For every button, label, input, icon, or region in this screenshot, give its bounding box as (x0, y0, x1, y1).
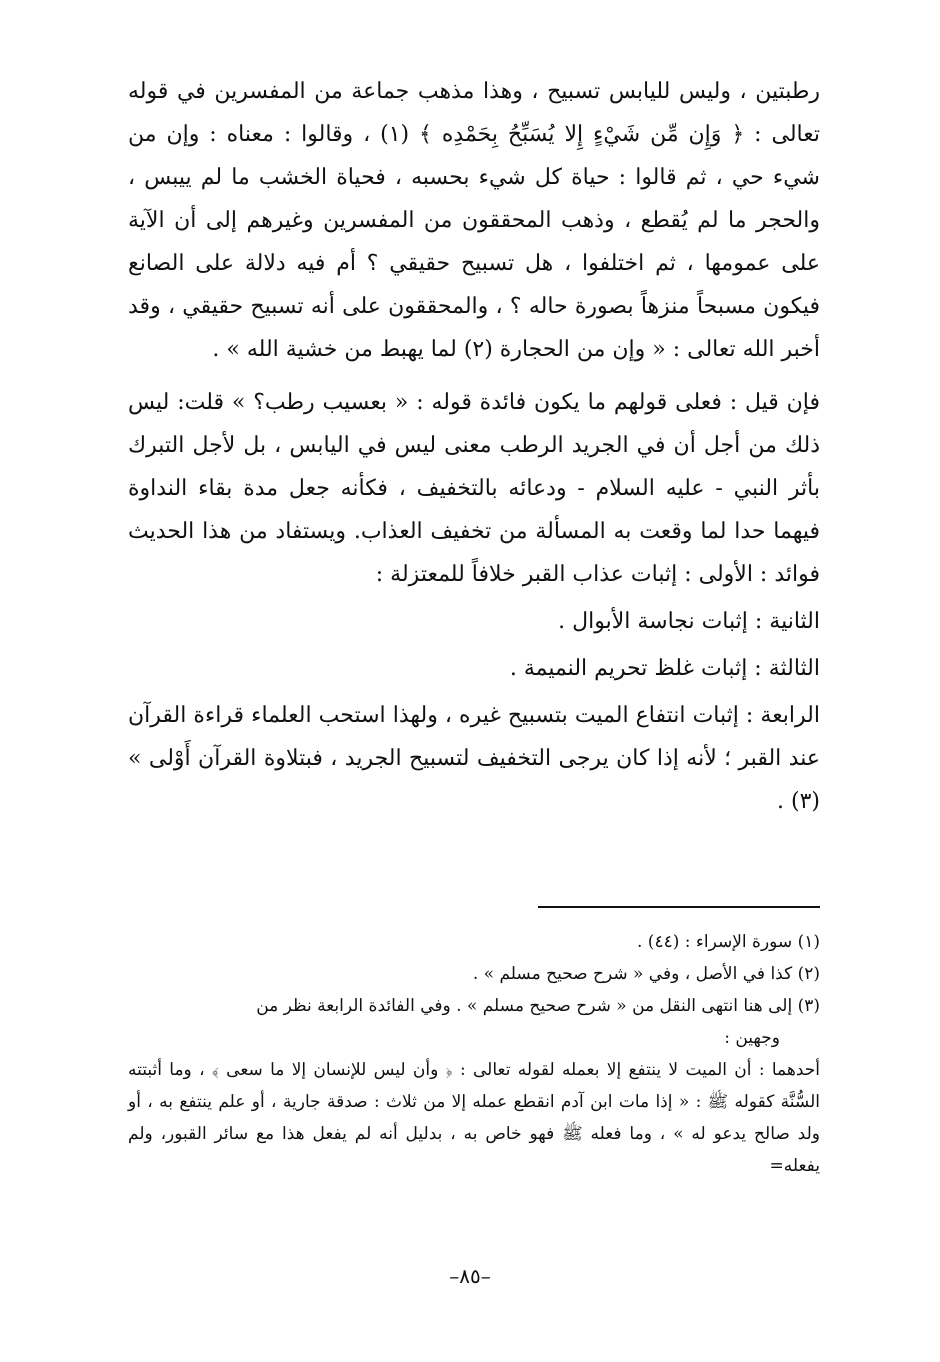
footnote-3 (128, 990, 820, 1054)
paragraph-2: فإن قيل : فعلى قولهم ما يكون فائدة قوله : « بعسيب رطب؟ » قلت: ليس ذلك من أجل أن في الجريد الرطب معنى ليس في اليابس ، بل لأجل التبرك بأثر النبي - عليه السلام - ودعائه بالتخفيف ، فكأنه جعل مدة بقاء النداوة فيهما حدا لما وقعت به المسألة من تخفيف العذاب. ويستفاد من هذا الحديث فوائد : الأولى : إثبات عذاب القبر خلافاً للمعتزلة : (128, 390, 820, 587)
footnote-3-body: أحدهما : أن الميت لا ينتفع إلا بعمله لقوله تعالى : ﴿ وأن ليس للإنسان إلا ما سعى ﴾ ، وما أثبتته السُّنَّة كقوله ﷺ : « إذا مات ابن آدم انقطع عمله إلا من ثلاث : صدقة جارية ، أو علم ينتفع به ، أو ولد صالح يدعو له » ، وما فعله ﷺ فهو خاص به ، بدليل أنه لم يفعل هذا مع سائر القبور، ولم يفعله= (128, 1060, 820, 1176)
footnote-1: (١) سورة الإسراء : (٤٤) . (636, 932, 820, 952)
footnotes (128, 926, 820, 1182)
footnote-3-line-1: (٣) إلى هنا انتهى النقل من « شرح صحيح مسلم » . وفي الفائدة الرابعة نظر من (256, 996, 820, 1016)
footnote-divider (538, 906, 820, 908)
main-text (128, 70, 820, 823)
paragraph-5: الرابعة : إثبات انتفاع الميت بتسبيح غيره ، ولهذا استحب العلماء قراءة القرآن عند القبر ؛ لأنه إذا كان يرجى التخفيف لتسبيح الجريد ، فبتلاوة القرآن أَوْلى » (٣) . (128, 703, 820, 814)
page-number: –٨٥– (449, 1264, 491, 1288)
paragraph-4: الثالثة : إثبات غلظ تحريم النميمة . (509, 656, 820, 681)
footnote-2: (٢) كذا في الأصل ، وفي « شرح صحيح مسلم » . (472, 964, 820, 984)
paragraph-1: رطبتين ، وليس لليابس تسبيح ، وهذا مذهب جماعة من المفسرين في قوله تعالى : ﴿ وَإِن مِّن شَيْءٍ إِلا يُسَبِّحُ بِحَمْدِه ﴾ (١) ، وقالوا : معناه : وإن من شيء حي ، ثم قالوا : حياة كل شيء بحسبه ، فحياة الخشب ما لم ييبس ، والحجر ما لم يُقطع ، وذهب المحققون من المفسرين وغيرهم إلى أن الآية على عمومها ، ثم اختلفوا ، هل تسبيح حقيقي ؟ أم فيه دلالة على الصانع فيكون مسبحاً منزهاً بصورة حاله ؟ ، والمحققون على أنه تسبيح حقيقي ، وقد أخبر الله تعالى : « وإن من الحجارة (٢) لما يهبط من خشية الله » . (128, 79, 820, 362)
footnote-3-line-2: وجهين : (724, 1028, 780, 1048)
paragraph-3: الثانية : إثبات نجاسة الأبوال . (558, 609, 820, 634)
